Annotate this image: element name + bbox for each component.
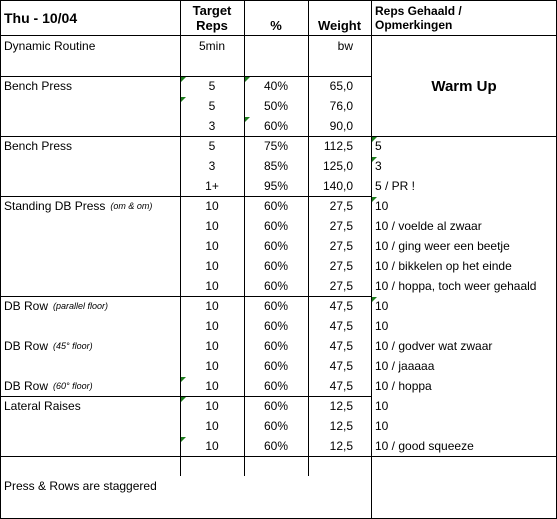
comment-indicator-icon [181,397,186,402]
exercise-name: DB Row [4,379,49,393]
comment-indicator-icon [372,157,377,162]
comment-indicator-icon [372,297,377,302]
reps-cell[interactable]: 5 [208,99,216,113]
weight-cell[interactable]: 12,5 [329,419,353,433]
comment-indicator-icon [181,77,186,82]
comment-indicator-icon [181,437,186,442]
reps-cell[interactable]: 5 [208,79,216,93]
comment-cell[interactable]: 5 / PR ! [375,179,416,193]
exercise-cell[interactable] [0,376,180,396]
weight-cell[interactable]: 65,0 [329,79,353,93]
reps-cell[interactable] [180,456,244,476]
comment-cell[interactable] [371,476,557,496]
reps-cell[interactable]: 10 [205,419,219,433]
comment-cell[interactable]: 5 [375,139,382,153]
comment-cell[interactable]: 10 / hoppa [375,379,432,393]
percent-cell[interactable]: 60% [263,319,289,333]
reps-cell[interactable]: 5min [198,39,225,53]
percent-cell[interactable]: 60% [263,379,289,393]
reps-cell[interactable]: 10 [205,199,219,213]
weight-cell[interactable]: 27,5 [329,199,353,213]
reps-cell[interactable]: 1+ [205,179,219,193]
exercise-cell[interactable] [0,36,180,56]
percent-cell[interactable]: 75% [263,139,289,153]
weight-cell[interactable]: 27,5 [329,279,353,293]
comment-cell[interactable]: 10 [375,319,389,333]
header-reps-done-line1: Reps Gehaald / [375,4,462,18]
percent-cell[interactable]: 60% [263,339,289,353]
exercise-name: DB Row [4,339,49,353]
reps-cell[interactable]: 10 [205,239,219,253]
exercise-cell[interactable] [0,216,180,236]
comment-cell[interactable]: 10 / good squeeze [375,439,474,453]
header-reps-done[interactable] [371,0,557,36]
reps-cell[interactable]: 10 [205,339,219,353]
percent-cell[interactable]: 85% [263,159,289,173]
exercise-cell[interactable] [0,76,180,96]
weight-cell[interactable]: 47,5 [329,359,353,373]
comment-cell[interactable]: 10 [375,199,389,213]
exercise-cell[interactable] [0,456,180,476]
exercise-name: Standing DB Press [4,199,106,213]
weight-cell[interactable] [308,56,371,76]
reps-cell[interactable]: 3 [208,159,216,173]
exercise-cell[interactable] [0,96,180,116]
reps-cell[interactable]: 10 [205,259,219,273]
exercise-cell[interactable] [0,116,180,136]
percent-cell[interactable]: 60% [263,199,289,213]
exercise-cell[interactable] [0,316,180,336]
exercise-cell[interactable] [0,416,180,436]
comment-cell[interactable]: 10 / godver wat zwaar [375,339,493,353]
reps-cell[interactable]: 3 [208,119,216,133]
exercise-name: Bench Press [4,79,73,93]
grid-hline [0,456,371,457]
weight-cell[interactable]: bw [337,39,353,53]
exercise-cell[interactable] [0,356,180,376]
grid-hline [0,35,557,36]
comment-indicator-icon [245,77,250,82]
percent-cell[interactable] [244,476,308,496]
weight-cell[interactable]: 140,0 [322,179,353,193]
comment-cell[interactable]: 10 / bikkelen op het einde [375,259,512,273]
grid-vline [371,0,372,519]
percent-cell[interactable]: 60% [263,419,289,433]
weight-cell[interactable]: 90,0 [329,119,353,133]
comment-cell[interactable]: 10 [375,299,389,313]
exercise-note: (45° floor) [53,340,93,351]
exercise-name: Lateral Raises [4,399,81,413]
comment-indicator-icon [181,377,186,382]
percent-cell[interactable]: 60% [263,259,289,273]
percent-cell[interactable] [244,56,308,76]
grid-hline [0,396,371,397]
grid-vline [244,0,245,476]
exercise-cell[interactable] [0,476,180,496]
exercise-name: Press & Rows are staggered [4,479,157,493]
percent-cell[interactable]: 60% [263,219,289,233]
percent-cell[interactable]: 40% [263,79,289,93]
percent-cell[interactable] [244,456,308,476]
percent-cell[interactable]: 60% [263,439,289,453]
exercise-cell[interactable] [0,276,180,296]
reps-cell[interactable]: 10 [205,399,219,413]
percent-cell[interactable]: 60% [263,119,289,133]
reps-cell[interactable]: 10 [205,359,219,373]
exercise-cell[interactable] [0,436,180,456]
percent-cell[interactable]: 60% [263,359,289,373]
weight-cell[interactable]: 12,5 [329,439,353,453]
comment-cell[interactable]: 10 / ging weer een beetje [375,239,510,253]
weight-cell[interactable]: 76,0 [329,99,353,113]
header-weight[interactable]: Weight [317,17,362,33]
grid-hline [0,296,371,297]
exercise-cell[interactable] [0,336,180,356]
weight-cell[interactable]: 27,5 [329,219,353,233]
comment-cell[interactable] [371,456,557,476]
exercise-cell[interactable] [0,156,180,176]
reps-cell[interactable]: 10 [205,439,219,453]
comment-indicator-icon [372,197,377,202]
exercise-cell[interactable] [0,56,180,76]
percent-cell[interactable]: 60% [263,299,289,313]
comment-indicator-icon [372,137,377,142]
exercise-note: (om & om) [110,200,153,211]
comment-cell[interactable]: 10 [375,419,389,433]
grid-hline [371,456,557,457]
grid-vline [0,0,1,519]
grid-hline [0,196,371,197]
grid-hline [0,0,557,1]
grid-hline [0,76,371,77]
reps-cell[interactable]: 10 [205,379,219,393]
sheet-title[interactable]: Thu - 10/04 [4,10,78,26]
weight-cell[interactable] [308,456,371,476]
exercise-note: (60° floor) [53,380,93,391]
comment-cell[interactable]: 10 / hoppa, toch weer gehaald [375,279,537,293]
exercise-cell[interactable] [0,136,180,156]
percent-cell[interactable]: 50% [263,99,289,113]
percent-cell[interactable]: 60% [263,399,289,413]
grid-vline [308,0,309,476]
weight-cell[interactable]: 47,5 [329,319,353,333]
exercise-cell[interactable] [0,396,180,416]
reps-cell[interactable]: 10 [205,299,219,313]
percent-cell[interactable]: 60% [263,279,289,293]
percent-cell[interactable]: 95% [263,179,289,193]
exercise-cell[interactable] [0,176,180,196]
exercise-name: Bench Press [4,139,73,153]
comment-cell[interactable]: 10 / voelde al zwaar [375,219,482,233]
warm-up-label[interactable]: Warm Up [431,77,497,95]
header-target-reps-line1: Target [192,3,232,18]
weight-cell[interactable]: 112,5 [323,139,353,153]
reps-cell[interactable]: 5 [208,139,216,153]
exercise-name: DB Row [4,299,49,313]
header-percent[interactable]: % [270,17,282,33]
exercise-name: Dynamic Routine [4,39,96,53]
grid-hline [0,136,557,137]
header-target-reps[interactable] [180,0,244,36]
reps-cell[interactable]: 10 [205,319,219,333]
percent-cell[interactable] [244,36,308,56]
exercise-cell[interactable] [0,256,180,276]
comment-indicator-icon [181,97,186,102]
weight-cell[interactable]: 47,5 [329,379,353,393]
percent-cell[interactable]: 60% [263,239,289,253]
header-reps-done-line2: Opmerkingen [375,18,453,32]
reps-cell[interactable]: 10 [205,279,219,293]
exercise-cell[interactable] [0,296,180,316]
reps-cell[interactable] [180,56,244,76]
reps-cell[interactable] [180,476,244,496]
weight-cell[interactable]: 12,5 [329,399,353,413]
comment-cell[interactable]: 10 / jaaaaa [375,359,435,373]
comment-indicator-icon [245,117,250,122]
header-target-reps-line2: Reps [196,18,228,33]
comment-cell[interactable]: 10 [375,399,389,413]
weight-cell[interactable]: 47,5 [329,299,353,313]
weight-cell[interactable]: 27,5 [329,239,353,253]
exercise-note: (parallel floor) [53,300,109,311]
weight-cell[interactable]: 47,5 [329,339,353,353]
exercise-cell[interactable] [0,196,180,216]
reps-cell[interactable]: 10 [205,219,219,233]
comment-cell[interactable]: 3 [375,159,382,173]
exercise-cell[interactable] [0,236,180,256]
weight-cell[interactable] [308,476,371,496]
weight-cell[interactable]: 125,0 [322,159,353,173]
weight-cell[interactable]: 27,5 [329,259,353,273]
grid-vline [180,0,181,476]
